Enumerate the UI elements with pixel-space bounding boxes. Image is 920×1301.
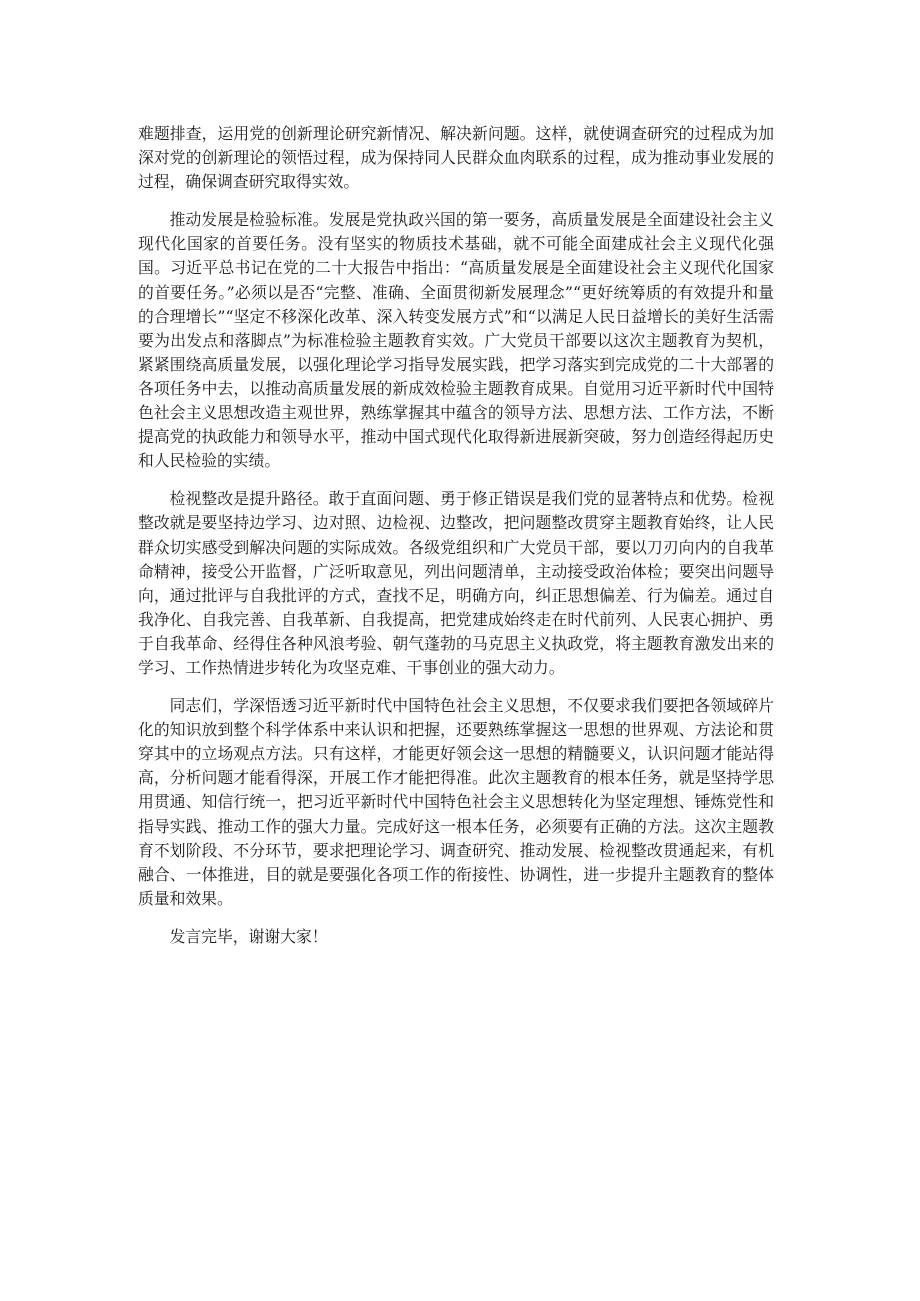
document-body [138,122,774,963]
paragraph-inspection-rectification: 检视整改是提升路径。敢于直面问题、勇于修正错误是我们党的显著特点和优势。检视整改就是要坚持边学习、边对照、边检视、边整改，把问题整改贯穿主题教育始终，让人民群众切实感受到解决问题的实际成效。各级党组织和广大党员干部，要以刀刃向内的自我革命精神，接受公开监督，广泛听取意见，列出问题清单，主动接受政治体检；要突出问题导向，通过批评与自我批评的方式，查找不足，明确方向，纠正思想偏差、行为偏差。通过自我净化、自我完善、自我革新、自我提高，把党建成始终走在时代前列、人民衷心拥护、勇于自我革命、经得住各种风浪考验、朝气蓬勃的马克思主义执政党，将主题教育激发出来的学习、工作热情进步转化为攻坚克难、干事创业的强大动力。 [138,489,774,677]
paragraph-promote-development: 推动发展是检验标准。发展是党执政兴国的第一要务，高质量发展是全面建设社会主义现代化国家的首要任务。没有坚实的物质技术基础，就不可能全面建成社会主义现代化强国。习近平总书记在党的二十大报告中指出：“高质量发展是全面建设社会主义现代化国家的首要任务。”必须以是否“完整、准确、全面贯彻新发展理念”“更好统筹质的有效提升和量的合理增长”“坚定不移深化改革、深入转变发展方式”和“以满足人民日益增长的美好生活需要为出发点和落脚点”为标准检验主题教育实效。广大党员干部要以这次主题教育为契机，紧紧围绕高质量发展，以强化理论学习指导发展实践，把学习落实到完成党的二十大部署的各项任务中去，以推动高质量发展的新成效检验主题教育成果。自觉用习近平新时代中国特色社会主义思想改造主观世界，熟练掌握其中蕴含的领导方法、思想方法、工作方法，不断提高党的执政能力和领导水平，推动中国式现代化取得新进展新突破，努力创造经得起历史和人民检验的实绩。 [138,210,774,471]
paragraph-continuation: 难题排查，运用党的创新理论研究新情况、解决新问题。这样，就使调查研究的过程成为加深对党的创新理论的领悟过程，成为保持同人民群众血肉联系的过程，成为推动事业发展的过程，确保调查研究取得实效。 [138,124,774,192]
paragraph-closing: 发言完毕，谢谢大家！ [169,926,328,946]
paragraph-comrades: 同志们，学深悟透习近平新时代中国特色社会主义思想，不仅要求我们要把各领域碎片化的知识放到整个科学体系中来认识和把握，还要熟练掌握这一思想的世界观、方法论和贯穿其中的立场观点方法。只有这样，才能更好领会这一思想的精髓要义，认识问题才能站得高，分析问题才能看得深，开展工作才能把得准。此次主题教育的根本任务，就是坚持学思用贯通、知信行统一，把习近平新时代中国特色社会主义思想转化为坚定理想、锤炼党性和指导实践、推动工作的强大力量。完成好这一根本任务，必须要有正确的方法。这次主题教育不划阶段、不分环节，要求把理论学习、调查研究、推动发展、检视整改贯通起来，有机融合、一体推进，目的就是要强化各项工作的衔接性、协调性，进一步提升主题教育的整体质量和效果。 [138,696,774,908]
